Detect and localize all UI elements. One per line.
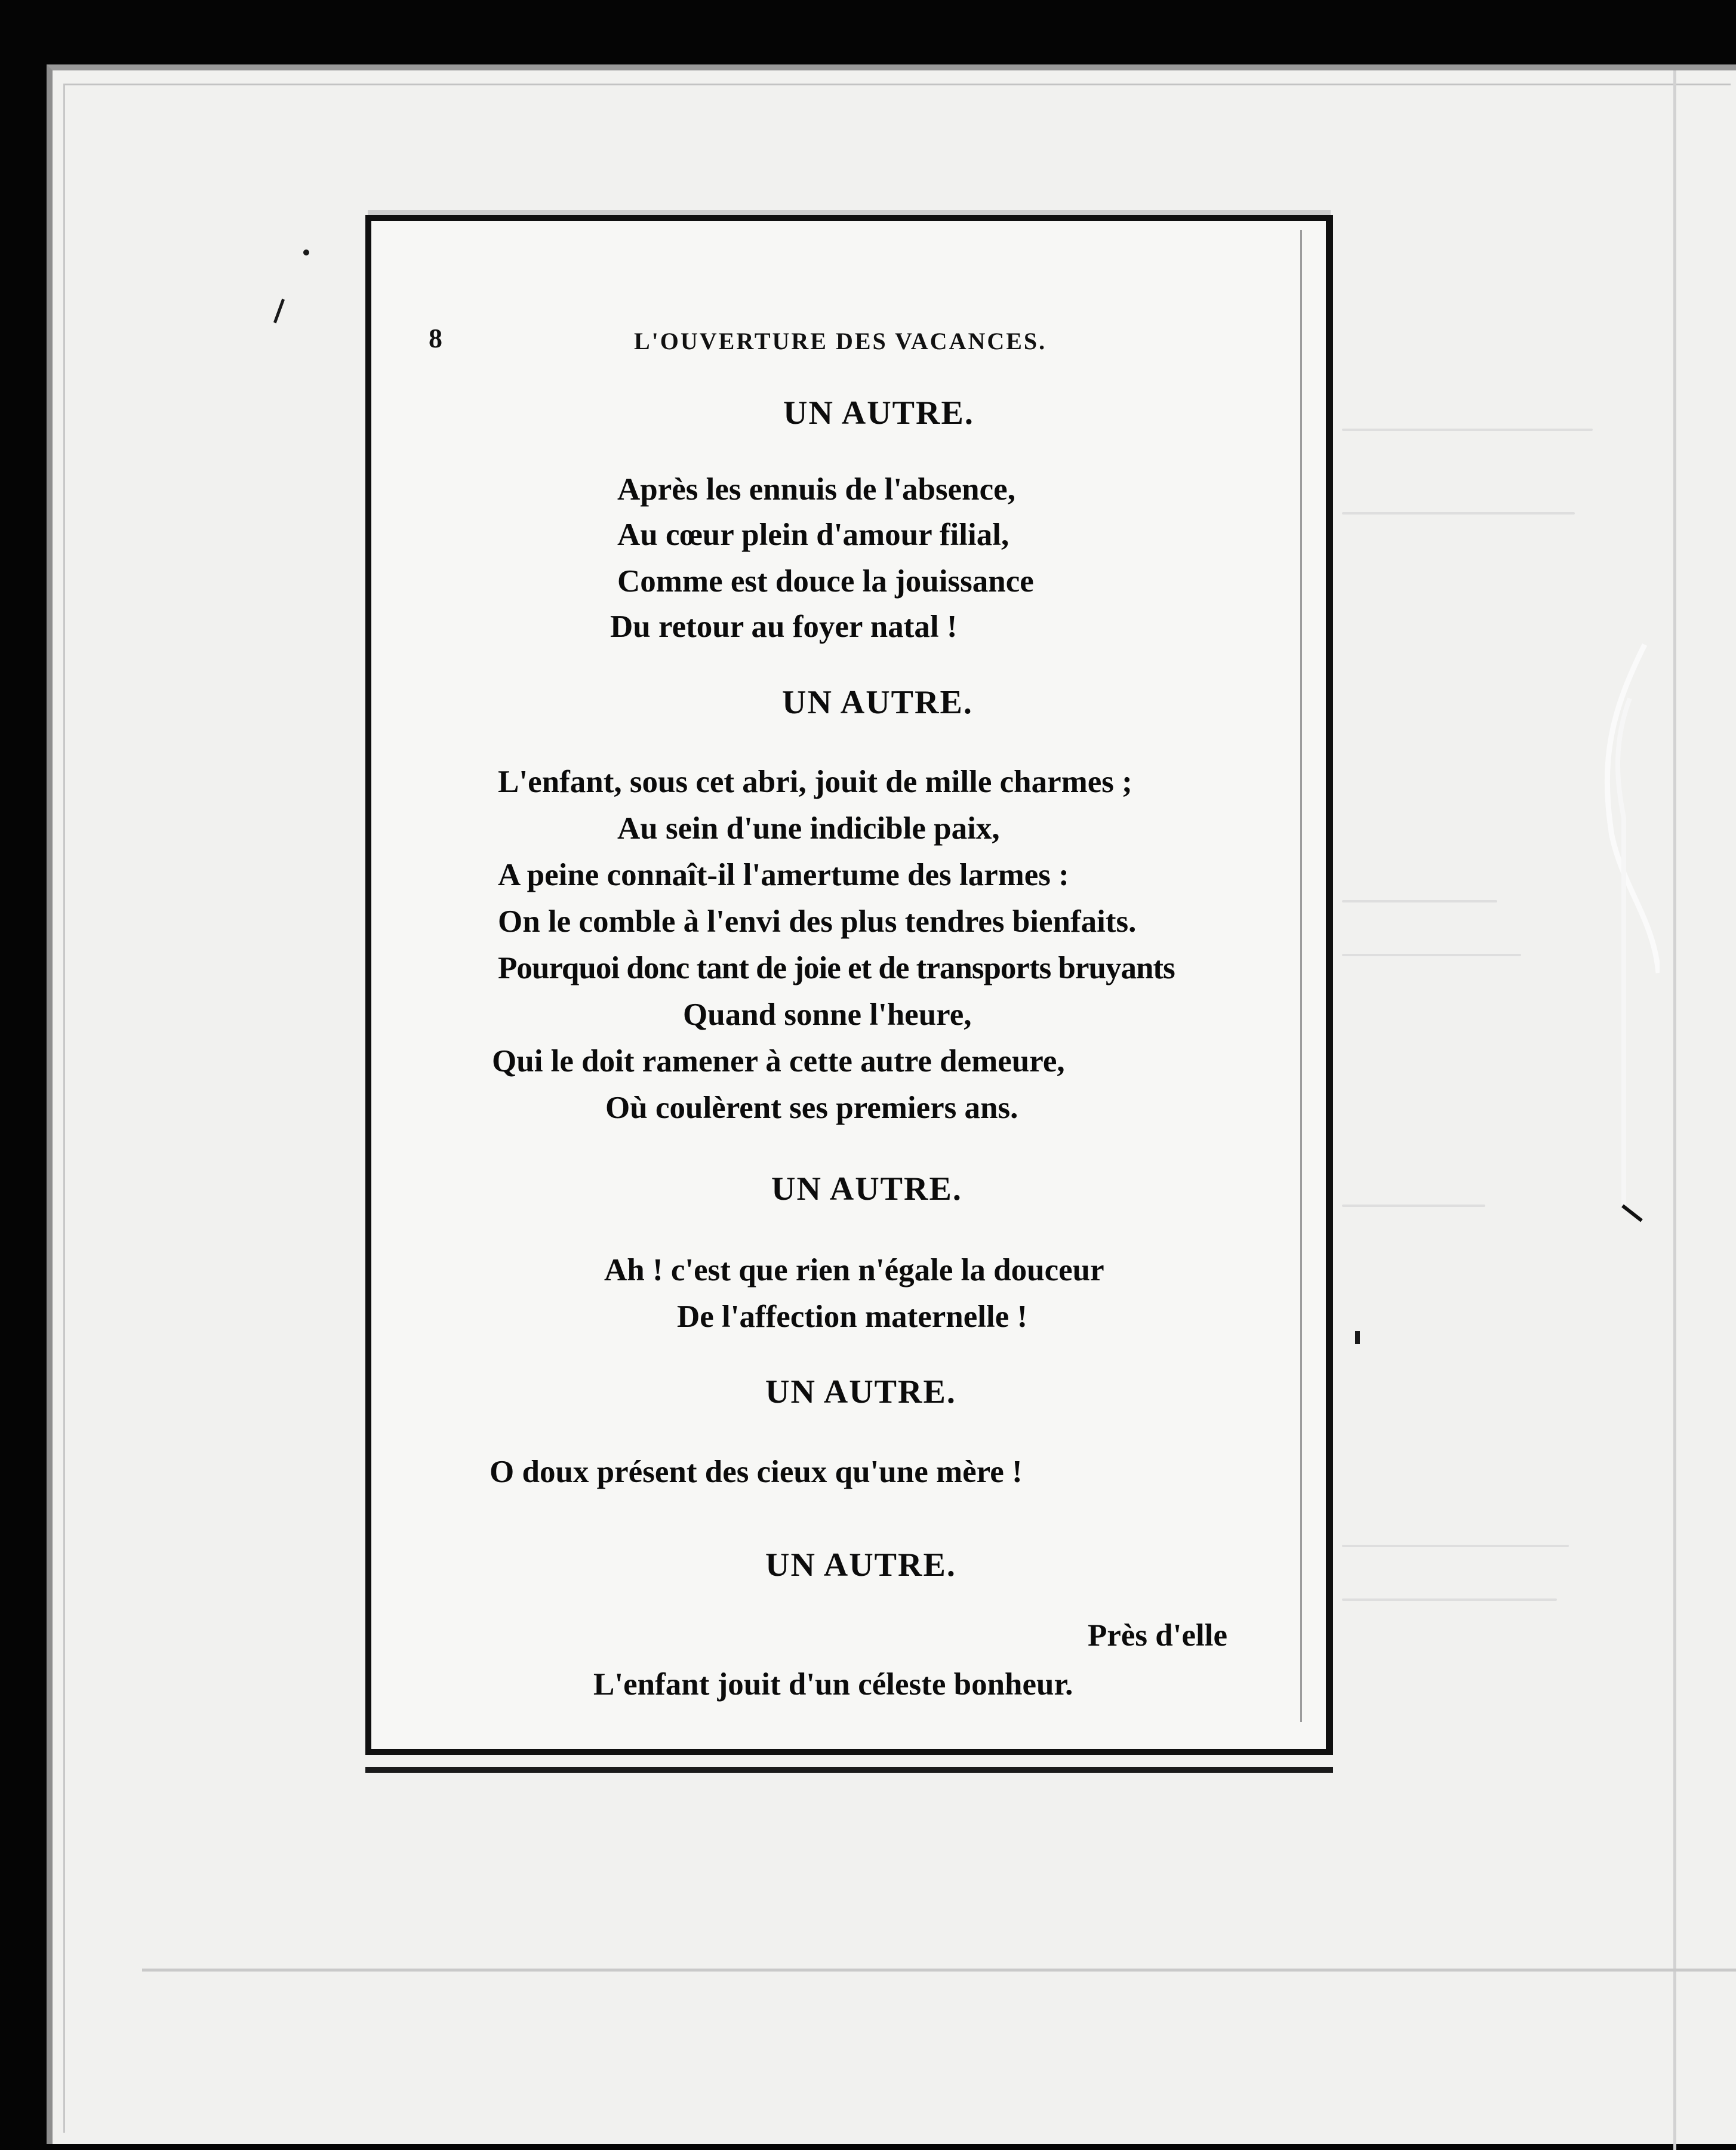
- bleed-through-line: [1342, 1205, 1485, 1207]
- page-number: 8: [429, 323, 442, 353]
- section-heading: UN AUTRE.: [783, 395, 974, 432]
- verse-line: Après les ennuis de l'absence,: [617, 472, 1015, 507]
- thread-loop: [1588, 639, 1660, 1224]
- verse-line: Du retour au foyer natal !: [610, 609, 958, 644]
- verse-line: Au sein d'une indicible paix,: [617, 811, 1000, 846]
- verse-line: De l'affection maternelle !: [677, 1299, 1028, 1334]
- verse-line: On le comble à l'envi des plus tendres bienfaits.: [498, 904, 1137, 939]
- verse-line: Quand sonne l'heure,: [683, 997, 972, 1032]
- section-heading: UN AUTRE.: [765, 1547, 956, 1584]
- bleed-through-line: [1342, 900, 1497, 902]
- verse-line: Pourquoi donc tant de joie et de transports bruyants: [498, 951, 1175, 985]
- section-heading: UN AUTRE.: [771, 1171, 962, 1208]
- running-head: [371, 322, 1326, 358]
- bleed-through-line: [1342, 954, 1521, 956]
- bleed-through-line: [1342, 429, 1593, 431]
- verse-line: Qui le doit ramener à cette autre demeure,: [492, 1044, 1065, 1079]
- verse-line: L'enfant, sous cet abri, jouit de mille charmes ;: [498, 765, 1132, 799]
- ink-speck: [1355, 1331, 1360, 1344]
- card-bottom-rule: [365, 1767, 1333, 1773]
- section-heading: UN AUTRE.: [765, 1373, 956, 1410]
- verse-line: O doux présent des cieux qu'une mère !: [490, 1455, 1023, 1489]
- verse-line: A peine connaît-il l'amertume des larmes :: [498, 858, 1069, 892]
- running-head-title: L'OUVERTURE DES VACANCES.: [634, 328, 1047, 355]
- card-inner-border: [1300, 230, 1302, 1722]
- verse-line: Au cœur plein d'amour filial,: [617, 518, 1009, 552]
- bleed-through-line: [1342, 1598, 1557, 1601]
- printed-card: [365, 215, 1333, 1755]
- sheet-bottom-edge: [142, 1969, 1736, 1972]
- bleed-through-line: [1342, 512, 1575, 515]
- sheet-fold-line: [1673, 70, 1676, 2150]
- verse-line: Où coulèrent ses premiers ans.: [605, 1091, 1018, 1125]
- verse-line: Comme est douce la jouissance: [617, 564, 1034, 599]
- verse-line: Près d'elle: [1088, 1618, 1227, 1653]
- verse-line: Ah ! c'est que rien n'égale la douceur: [604, 1253, 1104, 1287]
- section-heading: UN AUTRE.: [782, 684, 973, 721]
- ink-speck: [303, 250, 309, 255]
- verse-line: L'enfant jouit d'un céleste bonheur.: [593, 1667, 1073, 1702]
- bleed-through-line: [1342, 1545, 1569, 1547]
